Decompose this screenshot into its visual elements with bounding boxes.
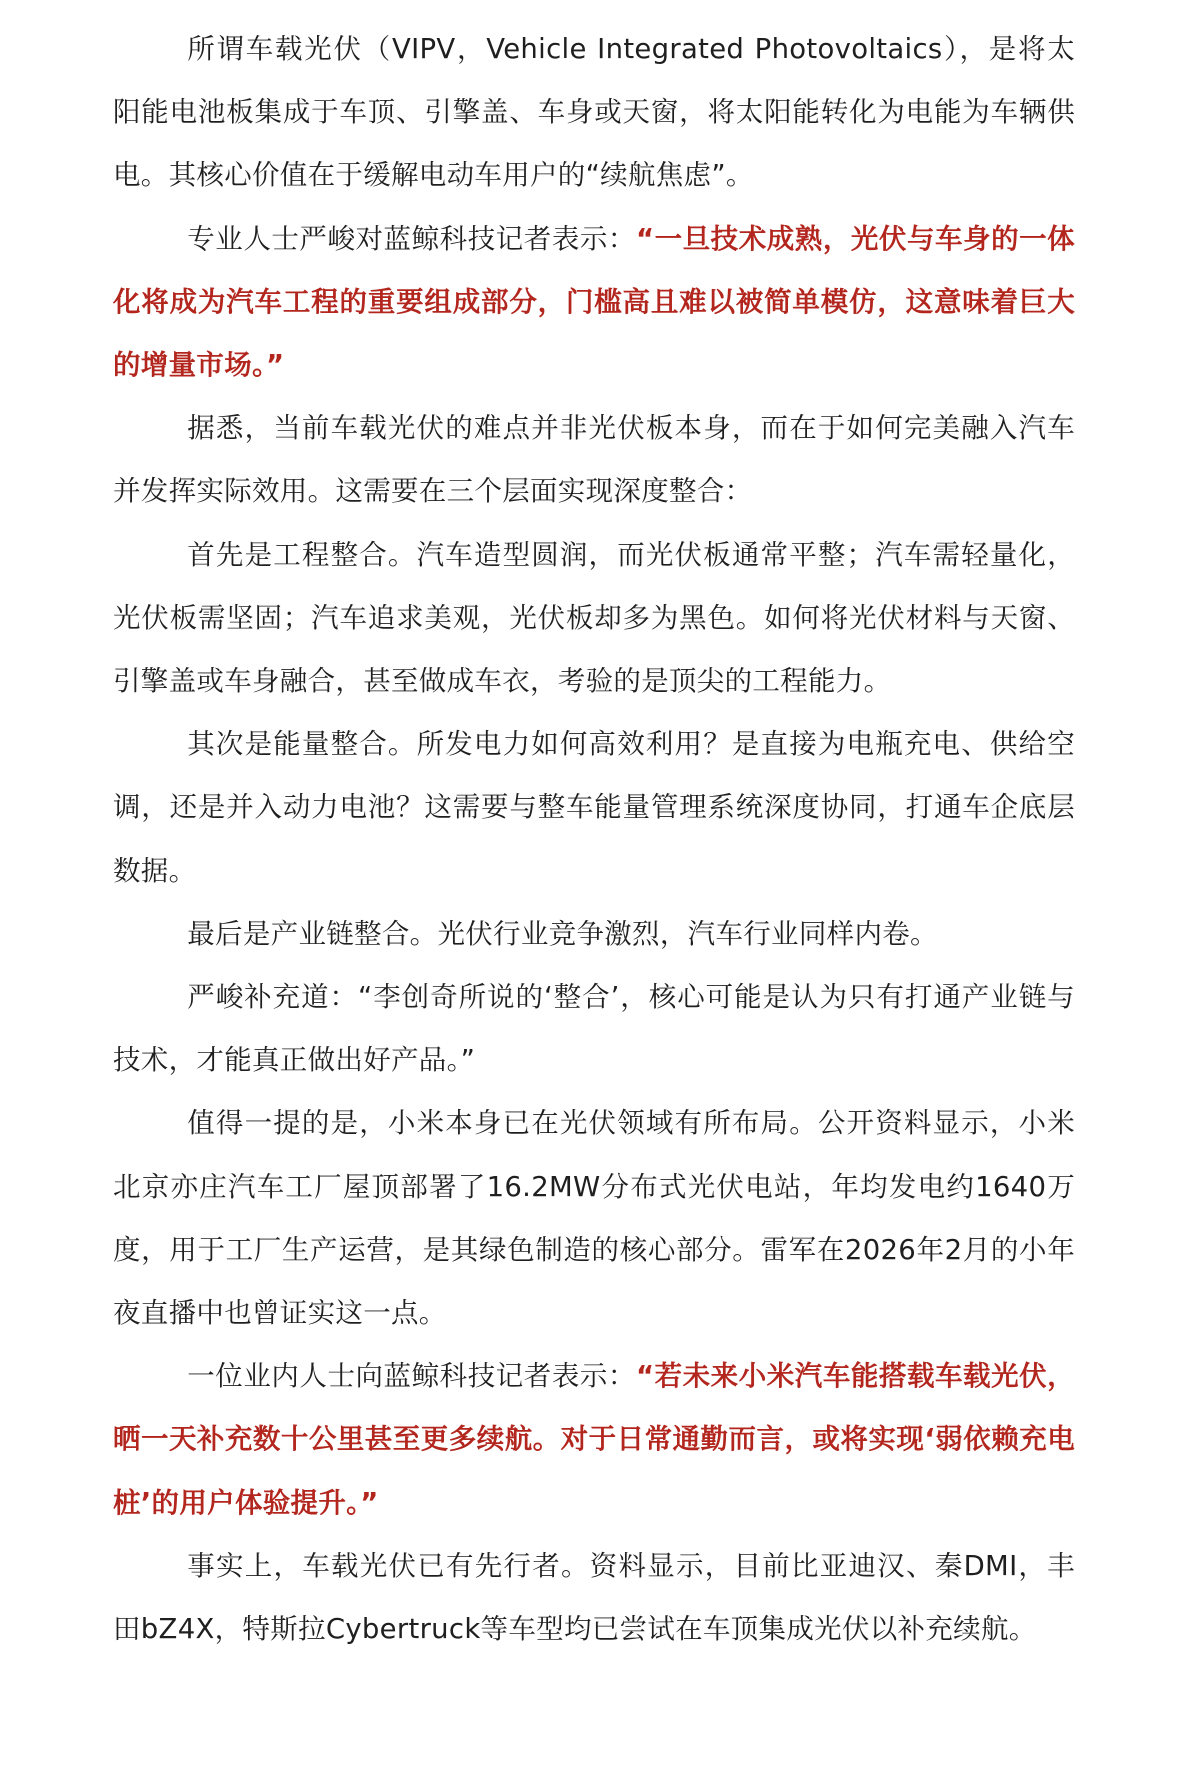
paragraph-vipv-definition [113, 18, 1075, 208]
paragraph-energy-integration [113, 713, 1075, 903]
paragraph-text: 专业人士严峻对蓝鲸科技记者表示： [187, 222, 636, 255]
paragraph-engineering-integration [113, 524, 1075, 714]
paragraph-text: 一位业内人士向蓝鲸科技记者表示： [187, 1360, 636, 1393]
paragraph-text: 首先是工程整合。汽车造型圆润，而光伏板通常平整；汽车需轻量化，光伏板需坚固；汽车追求美观，光伏板却多为黑色。如何将光伏材料与天窗、引擎盖或车身融合，甚至做成车衣，考验的是顶尖的工程能力。 [113, 538, 1075, 698]
paragraph-text: 最后是产业链整合。光伏行业竞争激烈，汽车行业同样内卷。 [187, 917, 938, 950]
paragraph-text: 严峻补充道：“李创奇所说的‘整合’，核心可能是认为只有打通产业链与技术，才能真正做出好产品。” [113, 981, 1075, 1077]
paragraph-text: 据悉，当前车载光伏的难点并非光伏板本身，而在于如何完美融入汽车并发挥实际效用。这需要在三个层面实现深度整合： [113, 412, 1075, 508]
highlighted-quote: “一旦技术成熟，光伏与车身的一体化将成为汽车工程的重要组成部分，门槛高且难以被简单模仿，这意味着巨大的增量市场。” [113, 222, 1075, 382]
paragraph-text: 事实上，车载光伏已有先行者。资料显示，目前比亚迪汉、秦DMI，丰田bZ4X，特斯拉Cybertruck等车型均已尝试在车顶集成光伏以补充续航。 [113, 1549, 1075, 1646]
highlighted-quote: “若未来小米汽车能搭载车载光伏，晒一天补充数十公里甚至更多续航。对于日常通勤而言，或将实现‘弱依赖充电桩’的用户体验提升。” [113, 1360, 1075, 1519]
paragraph-xiaomi-pv-layout [113, 1092, 1075, 1345]
paragraph-insider-quote [113, 1345, 1075, 1535]
paragraph-supply-chain-integration [113, 903, 1075, 966]
article-body [113, 18, 1075, 1661]
paragraph-pioneers [113, 1535, 1075, 1661]
paragraph-text: 其次是能量整合。所发电力如何高效利用？是直接为电瓶充电、供给空调，还是并入动力电池？这需要与整车能量管理系统深度协同，打通车企底层数据。 [113, 728, 1075, 887]
paragraph-yanjun-supplement [113, 966, 1075, 1092]
paragraph-text: 值得一提的是，小米本身已在光伏领域有所布局。公开资料显示，小米北京亦庄汽车工厂屋顶部署了16.2MW分布式光伏电站，年均发电约1640万度，用于工厂生产运营，是其绿色制造的核心部分。雷军在2026年2月的小年夜直播中也曾证实这一点。 [113, 1107, 1075, 1330]
paragraph-text: 所谓车载光伏（VIPV，Vehicle Integrated Photovoltaics），是将太阳能电池板集成于车顶、引擎盖、车身或天窗，将太阳能转化为电能为车辆供电。其核心价值在于缓解电动车用户的“续航焦虑”。 [113, 33, 1075, 192]
paragraph-expert-quote [113, 208, 1075, 398]
paragraph-difficulty [113, 397, 1075, 523]
